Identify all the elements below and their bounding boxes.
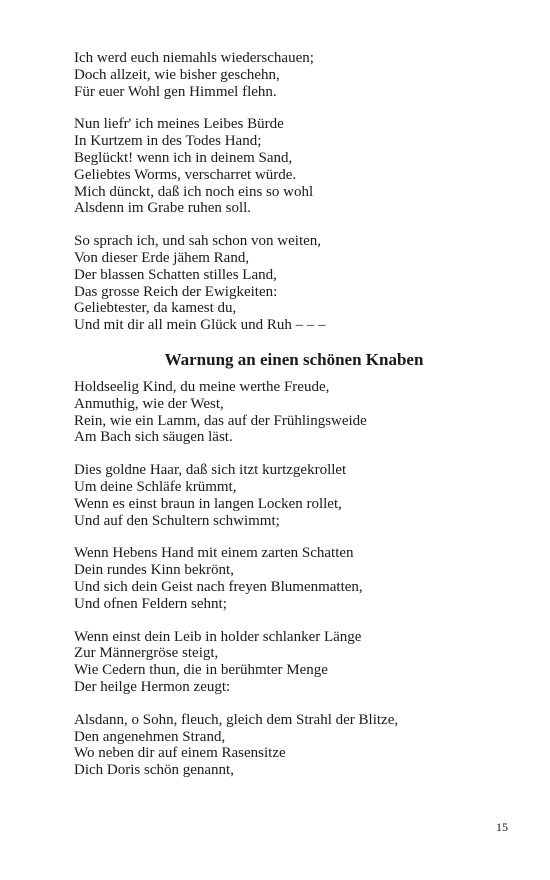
poem-line: Zur Männergröse steigt, — [74, 645, 219, 662]
poem-line: Wo neben dir auf einem Rasensitze — [74, 745, 286, 762]
poem-line: Wie Cedern thun, die in berühmter Menge — [74, 662, 328, 679]
stanza — [74, 50, 514, 100]
poem-line: Beglückt! wenn ich in deinem Sand, — [74, 149, 293, 166]
poem-line: Ich werd euch niemahls wiederschauen; — [74, 50, 314, 66]
stanza — [74, 116, 514, 217]
poem-line: Und mit dir all mein Glück und Ruh – – – — [74, 317, 326, 334]
stanza — [74, 545, 514, 612]
poem-line: Das grosse Reich der Ewigkeiten: — [74, 283, 278, 300]
poem-line: Geliebtes Worms, verscharret würde. — [74, 166, 297, 183]
stanza — [74, 712, 514, 779]
poem-line: Holdseelig Kind, du meine werthe Freude, — [74, 378, 330, 395]
poem-line: Geliebtester, da kamest du, — [74, 300, 237, 317]
stanzas-after-heading — [74, 379, 514, 779]
poem-line: Alsdann, o Sohn, fleuch, gleich dem Strahl der Blitze, — [74, 711, 399, 728]
poem-line: Am Bach sich säugen läst. — [74, 429, 233, 446]
poem-line: Für euer Wohl gen Himmel flehn. — [74, 83, 277, 100]
page-number: 15 — [496, 820, 508, 834]
stanza — [74, 462, 514, 529]
poem-line: Doch allzeit, wie bisher geschehn, — [74, 66, 280, 83]
stanza — [74, 629, 514, 696]
poem-line: So sprach ich, und sah schon von weiten, — [74, 233, 322, 250]
poem-line: Wenn einst dein Leib in holder schlanker Länge — [74, 628, 362, 645]
poem-line: Der heilge Hermon zeugt: — [74, 678, 231, 695]
poem-line: Wenn es einst braun in langen Locken rollet, — [74, 495, 342, 512]
poem-line: Rein, wie ein Lamm, das auf der Frühlingsweide — [74, 412, 367, 429]
stanza — [74, 233, 514, 334]
poem-line: Mich dünckt, daß ich noch eins so wohl — [74, 183, 314, 200]
poem-line: Dein rundes Kinn bekrönt, — [74, 562, 234, 579]
poem-line: Und auf den Schultern schwimmt; — [74, 512, 280, 529]
poem-line: Und ofnen Feldern sehnt; — [74, 595, 227, 612]
poem-line: Den angenehmen Strand, — [74, 728, 226, 745]
poem-line: Anmuthig, wie der West, — [74, 395, 224, 412]
poem-line: Von dieser Erde jähem Rand, — [74, 249, 250, 266]
poem-line: Und sich dein Geist nach freyen Blumenmatten, — [74, 578, 363, 595]
poem-line: Nun liefr' ich meines Leibes Bürde — [74, 116, 284, 133]
stanzas-before-heading — [74, 50, 514, 334]
poem-line: Der blassen Schatten stilles Land, — [74, 266, 277, 283]
poem-line: Um deine Schläfe krümmt, — [74, 478, 237, 495]
poem-line: Dies goldne Haar, daß sich itzt kurtzgekrollet — [74, 462, 347, 479]
poem-heading: Warnung an einen schönen Knaben — [164, 349, 424, 369]
stanza — [74, 379, 514, 446]
poem-line: Wenn Hebens Hand mit einem zarten Schatten — [74, 545, 354, 562]
poem-line: Dich Doris schön genannt, — [74, 762, 234, 779]
poem-line: In Kurtzem in des Todes Hand; — [74, 133, 262, 150]
text-area — [74, 50, 514, 795]
poem-line: Alsdenn im Grabe ruhen soll. — [74, 200, 252, 217]
